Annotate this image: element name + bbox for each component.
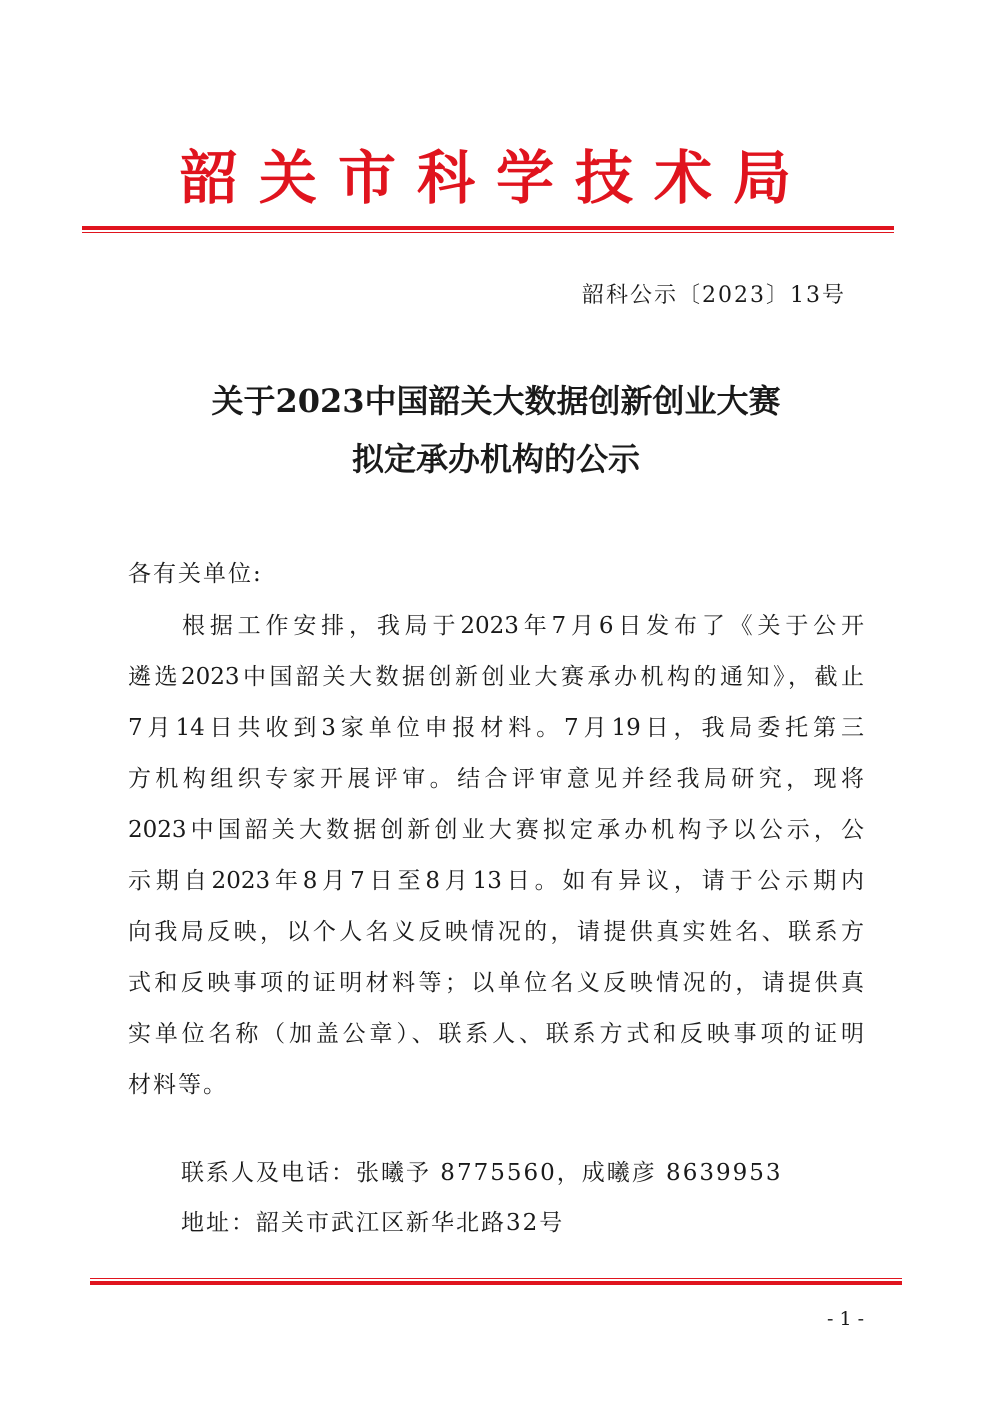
body-line: 式和反映事项的证明材料等；以单位名义反映情况的，请提供真 [128,970,864,996]
body-line: 遴选2023中国韶关大数据创新创业大赛承办机构的通知》，截止 [128,664,864,690]
body-line: 材料等。 [128,1072,228,1098]
document-title-line: 拟定承办机构的公示 [351,440,640,478]
document-title-line: 关于2023中国韶关大数据创新创业大赛 [211,382,781,420]
document-number: 韶科公示〔2023〕13号 [582,283,846,308]
body-line: 实单位名称（加盖公章）、联系人、联系方式和反映事项的证明 [128,1021,864,1047]
agency-header-title: 韶关市科学技术局 [179,144,812,212]
contact-phone: 联系人及电话：张曦予 8775560，成曦彦 8639953 [181,1160,783,1186]
body-line: 7月14日共收到3家单位申报材料。7月19日，我局委托第三 [128,715,864,741]
body-line: 方机构组织专家开展评审。结合评审意见并经我局研究，现将 [128,766,864,792]
page-number: - 1 - [826,1308,864,1330]
body-line: 向我局反映，以个人名义反映情况的，请提供真实姓名、联系方 [128,919,864,945]
contact-address: 地址：韶关市武江区新华北路32号 [181,1210,565,1236]
body-line: 根据工作安排，我局于2023年7月6日发布了《关于公开 [182,613,864,639]
salutation: 各有关单位: [128,561,263,587]
header-red-rule [82,226,894,233]
footer-red-rule [90,1278,902,1285]
body-paragraph [128,601,864,1111]
body-line: 示期自2023年8月7日至8月13日。如有异议，请于公示期内 [128,868,864,894]
body-line: 2023中国韶关大数据创新创业大赛拟定承办机构予以公示，公 [128,817,864,843]
document-title [90,372,902,488]
